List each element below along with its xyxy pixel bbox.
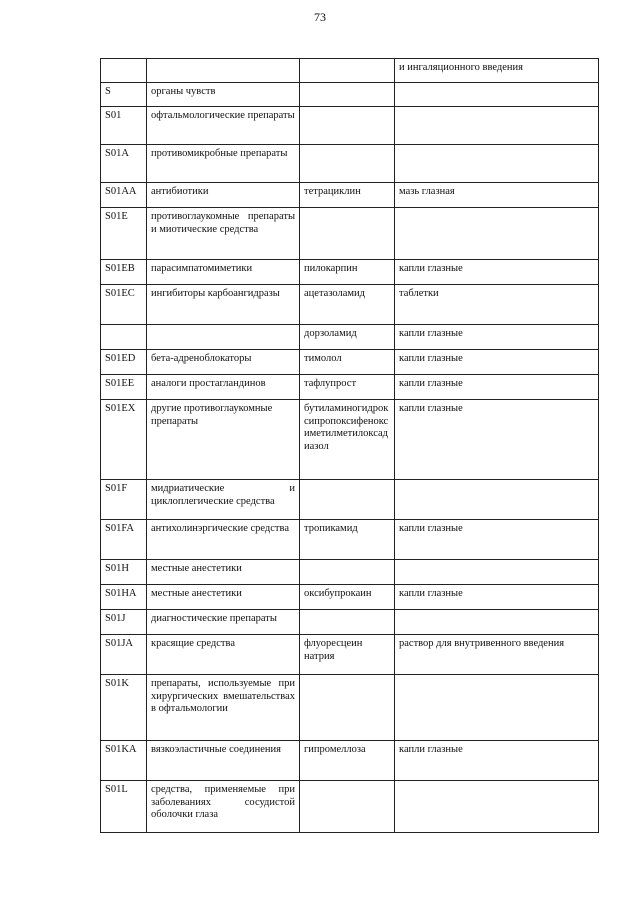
substance-cell: оксибупрокаин (300, 585, 395, 610)
group-name-cell: вязкоэластичные соединения (147, 741, 300, 781)
dosage-form-cell (395, 610, 599, 635)
table-row (101, 585, 599, 610)
dosage-form-cell (395, 675, 599, 741)
substance-cell: тимолол (300, 350, 395, 375)
table-row (101, 59, 599, 83)
atc-code-cell: S01EC (101, 285, 147, 325)
dosage-form-cell: и ингаляционного введения (395, 59, 599, 83)
group-name-cell (147, 59, 300, 83)
table-row (101, 520, 599, 560)
substance-cell: пилокарпин (300, 260, 395, 285)
dosage-form-cell: капли глазные (395, 325, 599, 350)
drug-classification-table (100, 58, 599, 833)
atc-code-cell: S (101, 83, 147, 107)
table-row (101, 781, 599, 833)
group-name-cell: противоглаукомные препараты и миотические средства (147, 208, 300, 260)
dosage-form-cell: таблетки (395, 285, 599, 325)
group-name-cell: местные анестетики (147, 560, 300, 585)
group-name-cell: другие противоглаукомные препараты (147, 400, 300, 480)
group-name-cell: парасимпатомиметики (147, 260, 300, 285)
atc-code-cell: S01KA (101, 741, 147, 781)
substance-cell: ацетазоламид (300, 285, 395, 325)
atc-code-cell: S01A (101, 145, 147, 183)
atc-code-cell: S01E (101, 208, 147, 260)
group-name-cell: антихолинэргические средства (147, 520, 300, 560)
atc-code-cell: S01H (101, 560, 147, 585)
substance-cell (300, 610, 395, 635)
substance-cell: дорзоламид (300, 325, 395, 350)
substance-cell (300, 208, 395, 260)
group-name-cell (147, 325, 300, 350)
substance-cell (300, 107, 395, 145)
dosage-form-cell: капли глазные (395, 350, 599, 375)
atc-code-cell: S01K (101, 675, 147, 741)
substance-cell: гипромеллоза (300, 741, 395, 781)
substance-cell: тафлупрост (300, 375, 395, 400)
group-name-cell: диагностические препараты (147, 610, 300, 635)
atc-code-cell: S01 (101, 107, 147, 145)
table-row (101, 183, 599, 208)
atc-code-cell: S01JA (101, 635, 147, 675)
atc-code-cell: S01F (101, 480, 147, 520)
table-row (101, 741, 599, 781)
dosage-form-cell (395, 560, 599, 585)
table-row (101, 145, 599, 183)
page-number: 73 (314, 10, 326, 24)
substance-cell (300, 560, 395, 585)
table-row (101, 635, 599, 675)
table-row (101, 325, 599, 350)
group-name-cell: аналоги простагландинов (147, 375, 300, 400)
table-row (101, 208, 599, 260)
group-name-cell: органы чувств (147, 83, 300, 107)
group-name-cell: местные анестетики (147, 585, 300, 610)
group-name-cell: антибиотики (147, 183, 300, 208)
group-name-cell: красящие средства (147, 635, 300, 675)
dosage-form-cell: капли глазные (395, 741, 599, 781)
substance-cell (300, 781, 395, 833)
group-name-cell: противомикробные препараты (147, 145, 300, 183)
atc-code-cell (101, 59, 147, 83)
dosage-form-cell (395, 83, 599, 107)
atc-code-cell: S01FA (101, 520, 147, 560)
table-row (101, 400, 599, 480)
substance-cell: тропикамид (300, 520, 395, 560)
substance-cell (300, 675, 395, 741)
table-row (101, 260, 599, 285)
substance-cell: бутиламиногидроксипропоксифеноксиметилметилоксадиазол (300, 400, 395, 480)
atc-code-cell: S01HA (101, 585, 147, 610)
group-name-cell: мидриатические и циклоплегические средства (147, 480, 300, 520)
atc-code-cell: S01AA (101, 183, 147, 208)
atc-code-cell: S01EB (101, 260, 147, 285)
substance-cell (300, 59, 395, 83)
substance-cell (300, 145, 395, 183)
atc-code-cell (101, 325, 147, 350)
dosage-form-cell (395, 781, 599, 833)
table-row (101, 375, 599, 400)
group-name-cell: средства, применяемые при заболеваниях сосудистой оболочки глаза (147, 781, 300, 833)
group-name-cell: ингибиторы карбоангидразы (147, 285, 300, 325)
atc-code-cell: S01EX (101, 400, 147, 480)
atc-code-cell: S01EE (101, 375, 147, 400)
substance-cell (300, 83, 395, 107)
group-name-cell: бета-адреноблокаторы (147, 350, 300, 375)
dosage-form-cell: капли глазные (395, 400, 599, 480)
table-row (101, 285, 599, 325)
atc-code-cell: S01ED (101, 350, 147, 375)
dosage-form-cell: капли глазные (395, 375, 599, 400)
substance-cell: тетрациклин (300, 183, 395, 208)
dosage-form-cell: раствор для внутривенного введения (395, 635, 599, 675)
dosage-form-cell (395, 107, 599, 145)
table-row (101, 675, 599, 741)
dosage-form-cell: капли глазные (395, 585, 599, 610)
dosage-form-cell: капли глазные (395, 520, 599, 560)
table-row (101, 83, 599, 107)
substance-cell: флуоресцеин натрия (300, 635, 395, 675)
dosage-form-cell: капли глазные (395, 260, 599, 285)
table-row (101, 560, 599, 585)
dosage-form-cell (395, 480, 599, 520)
dosage-form-cell (395, 145, 599, 183)
dosage-form-cell: мазь глазная (395, 183, 599, 208)
table-row (101, 480, 599, 520)
substance-cell (300, 480, 395, 520)
atc-code-cell: S01L (101, 781, 147, 833)
group-name-cell: офтальмологические препараты (147, 107, 300, 145)
table-row (101, 610, 599, 635)
dosage-form-cell (395, 208, 599, 260)
table-row (101, 350, 599, 375)
table-row (101, 107, 599, 145)
group-name-cell: препараты, используемые при хирургических вмешательствах в офтальмологии (147, 675, 300, 741)
atc-code-cell: S01J (101, 610, 147, 635)
